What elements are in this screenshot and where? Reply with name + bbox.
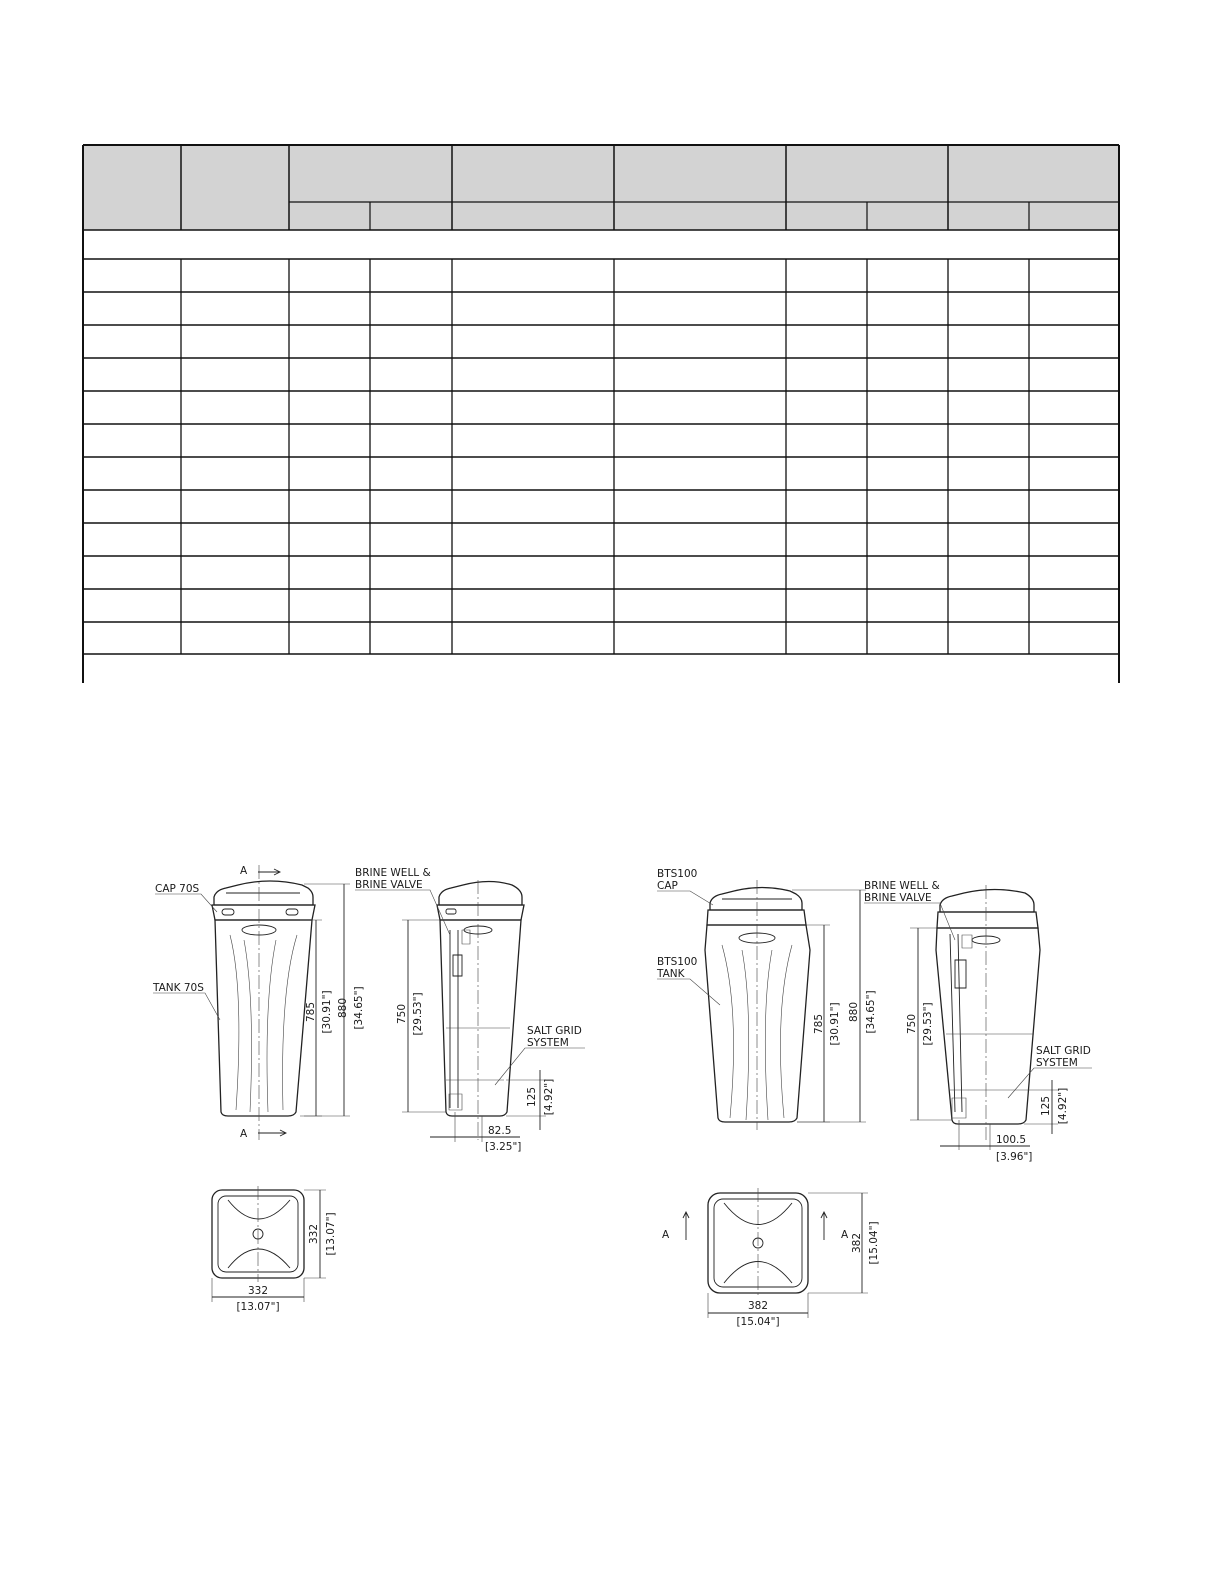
dim-125-in-label: [4.92"] <box>543 1078 555 1116</box>
salt-grid-label-1: SALT GRID <box>527 1025 582 1037</box>
bts100-section-a-left: A <box>662 1229 670 1241</box>
dim-125-section-right <box>1024 1080 1069 1134</box>
bts100-tank-label-1: BTS100 <box>657 956 698 968</box>
dim-382-width-in-label: [15.04"] <box>736 1316 780 1328</box>
dim-382-side-label: 382 <box>851 1232 863 1254</box>
salt-grid-label-2: SYSTEM <box>527 1037 569 1049</box>
dim-750-right-label: 750 <box>906 1013 918 1035</box>
dim-100-5-label: 100.5 <box>996 1134 1027 1146</box>
cap-70s-label: CAP 70S <box>155 883 200 895</box>
drawing-70s <box>152 865 585 1313</box>
section-arrow-right <box>821 1212 849 1241</box>
bts100-cap-label-1: BTS100 <box>657 868 698 880</box>
dim-332-width <box>212 1278 304 1313</box>
dim-332-width-in-label: [13.07"] <box>236 1301 280 1313</box>
dim-82-5-in-label: [3.25"] <box>485 1141 522 1153</box>
dim-125-label: 125 <box>526 1086 538 1108</box>
tank-70s-section-view <box>437 880 524 1140</box>
dim-332-side-label: 332 <box>308 1223 320 1245</box>
dim-125-right-label: 125 <box>1040 1095 1052 1117</box>
tank-70s-front-view <box>212 865 315 1140</box>
dim-880-label: 880 <box>337 997 349 1019</box>
drawing-bts100 <box>656 868 1092 1328</box>
dim-332-side-in-label: [13.07"] <box>325 1212 337 1256</box>
bts100-salt-label-2: SYSTEM <box>1036 1057 1078 1069</box>
bts100-cap-label-2: CAP <box>657 880 678 892</box>
tank-bts100-front-view <box>705 880 810 1130</box>
tank-bts100-section-view <box>936 885 1040 1140</box>
dim-125-section <box>506 1070 555 1130</box>
specification-table <box>0 0 1224 700</box>
dim-880-in-label: [34.65"] <box>353 986 365 1030</box>
dim-382-side <box>808 1193 880 1293</box>
brine-well-label-2: BRINE VALVE <box>355 879 423 891</box>
dim-785-front <box>300 920 333 1116</box>
dim-332-side <box>304 1190 337 1278</box>
dim-125-right-in-label: [4.92"] <box>1057 1087 1069 1125</box>
tank-bts100-plan-view <box>708 1188 808 1298</box>
dim-82-5-section <box>430 1112 521 1153</box>
tank-70s-plan-view <box>212 1186 304 1282</box>
bts100-salt-label-1: SALT GRID <box>1036 1045 1091 1057</box>
dim-332-width-label: 332 <box>247 1285 269 1297</box>
dim-382-side-in-label: [15.04"] <box>868 1221 880 1265</box>
dim-750-section <box>396 920 446 1112</box>
dim-880-right-in-label: [34.65"] <box>865 990 877 1034</box>
dim-785-right-in-label: [30.91"] <box>829 1002 841 1046</box>
dim-785-right-label: 785 <box>813 1013 825 1035</box>
dim-880-right-label: 880 <box>848 1001 860 1023</box>
dim-382-width-label: 382 <box>747 1300 769 1312</box>
bts100-brine-label-1: BRINE WELL & <box>864 880 940 892</box>
bts100-tank-label-2: TANK <box>657 968 685 980</box>
dim-785-in-label: [30.91"] <box>321 990 333 1034</box>
bts100-brine-label-2: BRINE VALVE <box>864 892 932 904</box>
dim-880-front <box>304 884 365 1116</box>
dim-750-in-label: [29.53"] <box>412 992 424 1036</box>
brine-well-label-1: BRINE WELL & <box>355 867 431 879</box>
dim-382-width <box>708 1293 808 1328</box>
dim-750-label: 750 <box>396 1003 408 1025</box>
bts100-section-a-right: A <box>841 1229 849 1241</box>
dim-100-5-section <box>940 1120 1032 1163</box>
table-grid <box>83 145 1119 683</box>
section-a-bottom-label: A <box>240 1128 248 1140</box>
section-arrow-top <box>240 865 280 877</box>
dim-100-5-in-label: [3.96"] <box>996 1151 1033 1163</box>
dim-785-label: 785 <box>305 1001 317 1023</box>
tank-70s-label: TANK 70S <box>153 982 204 994</box>
dim-785-front-right <box>797 925 841 1122</box>
section-a-top-label: A <box>240 865 248 877</box>
section-arrow-bottom <box>240 1128 286 1140</box>
dim-880-front-right <box>792 890 877 1122</box>
dim-750-right-in-label: [29.53"] <box>922 1002 934 1046</box>
dim-750-section-right <box>906 928 952 1120</box>
table-header-fill <box>83 145 1119 230</box>
section-arrow-left <box>662 1212 689 1241</box>
dim-82-5-label: 82.5 <box>488 1125 512 1137</box>
